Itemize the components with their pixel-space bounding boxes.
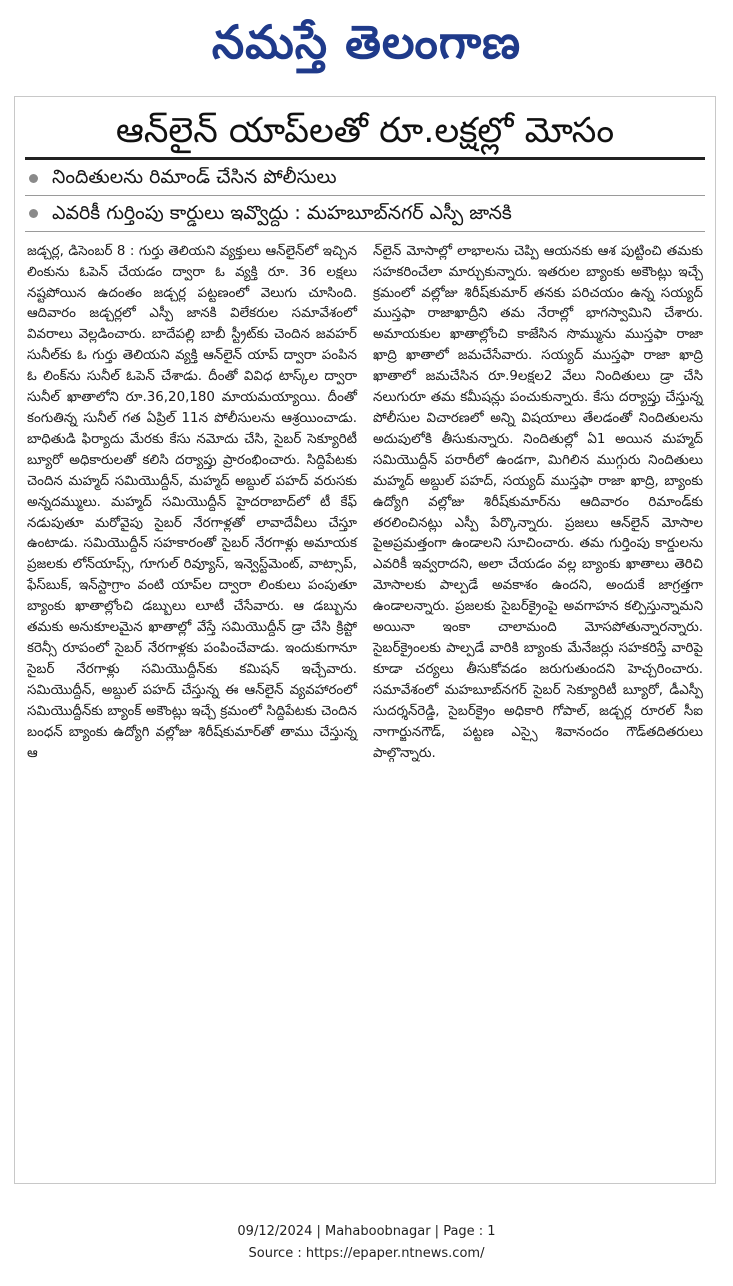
bullet-icon	[29, 209, 38, 218]
article-headline: ఆన్‌లైన్ యాప్‌లతో రూ.లక్షల్లో మోసం	[115, 111, 615, 151]
subhead-item	[29, 202, 701, 226]
masthead	[0, 0, 733, 84]
footer-date-edition: 09/12/2024 | Mahaboobnagar | Page : 1	[237, 1224, 496, 1239]
headline-divider	[25, 157, 705, 160]
article-column-right: న్‌లైన్ మోసాల్లో లాభాలను చెప్పి ఆయనకు ఆశ పుట్టించి తమకు సహకరించేలా మార్చుకున్నారు. ఇతరుల బ్యాంకు అకౌంట్లు ఇచ్చే క్రమంలో వల్లోజు శిరీష్‌కుమార్ తనకు పరిచయం ఉన్న సయ్యద్ ముస్తఫా రాజాఖాద్రీని తమ నేరాల్లో భాగస్వామిని చేశారు. అమాయకుల ఖాతాల్లోంచి కాజేసిన సొమ్మును ముస్తఫా రాజా ఖాద్రి ఖాతాలో జమచేసేవారు. సయ్యద్ ముస్తఫా రాజా ఖాద్రి ఖాతాలో జమచేసిన రూ.9లక్షల2 వేలు నిందితులు డ్రా చేసి నలుగురూ తమ కమీషన్లు పంచుకున్నారు. కేసు దర్యాప్తు చేస్తున్న పోలీసుల విచారణలో అన్ని విషయాలు తేలడంతో నిందితులను అదుపులోకి తీసుకున్నారు. నిందితుల్లో ఏ1 అయిన మహ్మద్ సమియొద్దీన్ పరారీలో ఉండగా, మిగిలిన ముగ్గురు నిందితులు మహ్మద్ అబ్దుల్ పహద్, సయ్యద్ ముస్తఫా రాజా ఖాద్రి, బ్యాంకు ఉద్యోగి వల్లోజు శిరీష్‌కుమార్‌ను ఆదివారం రిమాండ్‌కు తరలించినట్లు ఎస్పీ పేర్కొన్నారు. ప్రజలు ఆన్‌లైన్ మోసాల పైఅప్రమత్తంగా ఉండాలని సూచించారు. తమ గుర్తింపు కార్డులను ఎవరికీ ఇవ్వరాదని, అలా చేయడం వల్ల బ్యాంకు ఖాతాలు తెరిచి మోసాలకు పాల్పడే అవకాశం ఉందని, అందుకే జాగ్రత్తగా ఉండాలన్నారు. ప్రజలకు సైబర్‌క్రైంపై అవగాహన కల్పిస్తున్నామని అయినా ఇంకా చాలామంది మోసపోతున్నారన్నారు. సైబర్‌క్రైంలకు పాల్పడే వారికి బ్యాంకు మేనేజర్లు సహకరిస్తే వారిపై కూడా చర్యలు తీసుకోవడం జరుగుతుందని హెచ్చరించారు. సమావేశంలో మహబూబ్‌నగర్ సైబర్ సెక్యూరిటీ బ్యూరో, డీఎస్పీ సుదర్శన్‌రెడ్డి, సైబర్‌క్రైం అధికారి గోపాల్, జడ్చర్ల రూరల్ సీఐ నాగార్జునగౌడ్, పట్టణ ఎస్సై శివానందం గౌడ్‌తదితరులు పాల్గొన్నారు.	[373, 243, 703, 761]
subhead-item	[29, 166, 701, 190]
footer-source: Source : https://epaper.ntnews.com/	[248, 1246, 485, 1261]
subhead-text: నిందితులను రిమాండ్ చేసిన పోలీసులు	[52, 166, 337, 189]
bullet-icon	[29, 174, 38, 183]
article-column-left: జడ్చర్ల, డిసెంబర్ 8 : గుర్తు తెలియని వ్యక్తులు ఆన్‌లైన్‌లో ఇచ్చిన లింకును ఓపెన్ చేయడం ద్వారా ఓ వ్యక్తి రూ. 36 లక్షలు నష్టపోయిన ఉదంతం జడ్చర్ల పట్టణంలో వెలుగు చూసింది. ఆదివారం జడ్చర్లలో ఎస్పీ జానకి విలేకరుల సమావేశంలో వివరాలు వెల్లడించారు. బాదేపల్లి బాబీ స్ట్రీట్‌కు చెందిన జవహర్ సునీల్‌కు ఓ గుర్తు తెలియని వ్యక్తి ఆన్‌లైన్ యాప్ ద్వారా పంపిన ఓ లింక్‌ను సునీల్ ఓపెన్ చేశాడు. దీంతో వివిధ టాస్క్‌ల ద్వారా సునీల్ ఖాతాలోని రూ.36,20,180 మాయమయ్యాయి. దీంతో కంగుతిన్న సునీల్ గత ఏప్రిల్ 11న పోలీసులను ఆశ్రయించాడు. బాధితుడి ఫిర్యాదు మేరకు కేసు నమోదు చేసి, సైబర్ సెక్యూరిటీ బ్యూరో అధికారులతో కలిసి దర్యాప్తు ప్రారంభించారు. సిద్దిపేటకు చెందిన మహ్మద్ సమియొద్దీన్, మహ్మద్ అబ్దుల్ పహద్ వరుసకు అన్నదమ్ములు. మహ్మద్ సమియొద్దీన్ హైదరాబాద్‌లో టీ కేఫ్ నడుపుతూ మరోవైపు సైబర్ నేరగాళ్లతో లావాదేవీలు చేస్తూ ఉంటాడు. సమియొద్దీన్ సహకారంతో సైబర్ నేరగాళ్లు అమాయక ప్రజలకు లోన్‌యాప్స్, గూగుల్ రివ్యూస్, ఇన్వెస్ట్‌మెంట్, వాట్సాప్, ఫేస్‌బుక్, ఇన్‌స్టాగ్రాం వంటి యాప్‌ల ద్వారా లింకులు పంపుతూ బ్యాంకు ఖాతాల్లోంచి డబ్బులు లూటీ చేసేవారు. ఆ డబ్బును తమకు అనుకూలమైన ఖాతాల్లో వేస్తే సమియొద్దీన్ డ్రా చేసి క్రిప్టో కరెన్సీ రూపంలో సైబర్ నేరగాళ్లకు పంపించేవాడు. ఇందుకుగానూ సైబర్ నేరగాళ్లు సమియొద్దీన్‌కు కమిషన్ ఇచ్చేవారు. సమియొద్దీన్, అబ్దుల్ పహద్ చేస్తున్న ఈ ఆన్‌లైన్ వ్యవహారంలో సమియొద్దీన్‌కు బ్యాంక్ అకౌంట్లు ఇచ్చే క్రమంలో సిద్దిపేటకు చెందిన బంధన్ బ్యాంకు ఉద్యోగి వల్లోజు శిరీష్‌కుమార్‌తో తాము చేస్తున్న ఆ	[27, 243, 357, 761]
newspaper-logo: నమస్తే తెలంగాణ	[211, 15, 522, 69]
subhead-divider	[25, 195, 705, 196]
subhead-text: ఎవరికీ గుర్తింపు కార్డులు ఇవ్వొద్దు : మహబూబ్‌నగర్ ఎస్పీ జానకి	[52, 202, 512, 224]
article-body	[15, 238, 715, 765]
article-clipping	[14, 96, 716, 1184]
subhead-divider	[25, 231, 705, 232]
